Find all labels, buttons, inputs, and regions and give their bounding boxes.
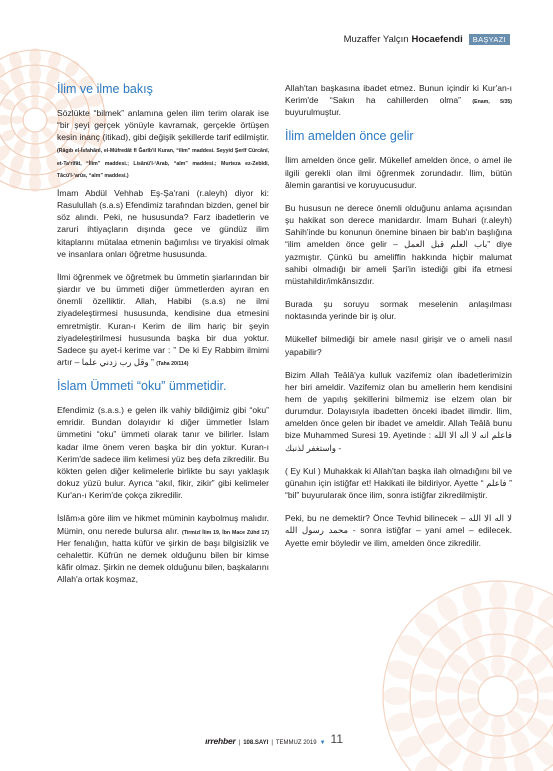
paragraph-soru: Burada şu soruyu sormak meselenin anlaşılması noktasında yerinde bir iş olur.: [285, 299, 512, 322]
petal-shape: [14, 125, 30, 141]
petal-shape: [433, 767, 463, 771]
petal-shape: [8, 152, 27, 175]
paragraph-tevhid: Peki, bu ne demektir? Önce Tevhid bilinecek – لا اله الا الله محمد رسول الله - sonra istiğfar – yani amel – edilecek. Ayette emir böyledir ve ilim, amelden önce zikredilir.: [285, 513, 512, 548]
page-footer: ırrehber | 108.SAYI | TEMMUZ 2019 ▼ 11: [205, 732, 343, 746]
petal-shape: [457, 677, 482, 697]
petal-shape: [14, 99, 30, 115]
reference-note: (Tirmizî İlim 19, İbn Mace Zühd 17): [182, 529, 270, 536]
right-column: [285, 82, 512, 560]
petal-shape: [504, 707, 528, 733]
petal-shape: [504, 659, 528, 685]
petal-shape: [459, 608, 486, 642]
petal-shape: [433, 592, 463, 625]
magazine-name: ırrehber: [205, 736, 236, 746]
paragraph-oku-emri: Efendimiz (s.a.s.) e gelen ilk vahiy bildiğimiz gibi “oku” emridir. Bundan dolayıdır ki diğer ümmetler İslam ümmetini “oku” ümmeti olarak tanır ve bilirler. İslam kadar ilme önem veren başka bir din yoktur. Kuran-ı Kerim'de sadece ilim kelimesi yüz beş defa zikredilir. Bu kökten gelen diğer kelimelerle birlikte bu sayı yaklaşık dokuz yüzü bulur. Ayrıca “akıl, fikir, zikir” gibi kelimeler Kur'an-ı Kerim'de çokça zikredilir.: [57, 405, 269, 501]
paragraph-ey-kul: ( Ey Kul ) Muhakkak ki Allah'tan başka ilah olmadığını bil ve günahın için istiğfar et! Hakikati ile bildiriyor. Ayette “ فاعلم ” “bil” buyurularak önce ilim, sonra istiğfar zikredilmiştir.: [285, 465, 512, 501]
petal-shape: [545, 643, 553, 674]
issue-number: 108.SAYI: [243, 740, 269, 746]
paragraph-text: Allah'tan başkasına ibadet etmez. Bunun içindir ki Kur'an-ı Kerim'de “Sakın ha cahillerden olma”: [285, 83, 512, 106]
paragraph-text: Sözlükte “bilmek” anlamına gelen ilim terim olarak ise “bir şeyi gerçek yönüyle kavramak, gerçekle örtüşen kesin inanç (itikad), gibi değişik şekillerde tarif edilmiştir.: [57, 108, 269, 143]
petal-shape: [29, 48, 41, 66]
petal-shape: [533, 674, 553, 695]
paragraph-text: İlmi öğrenmek ve öğretmek bu ümmetin şiarlarından bir şiardır ve bu ümmeti diğer ümmetlerden ayıran en önemli özelliktir. Allah, Habibi (s.a.s) ne ilmi ziyadeleştirmesi hususunda, kendisine dua etmesini emretmiştir. Kuran-ı Kerim de ilim hariç bir şeyin ziyadeleştirilmesi hususunda başka bir dua yoktur. Sadece şu ayet-i kerime var : ” De ki Ey Rabbim ilmimi artır – وقل رب زدني علما ”: [57, 271, 269, 367]
petal-shape: [489, 606, 507, 636]
petal-shape: [0, 115, 12, 125]
petal-shape: [523, 650, 553, 679]
petal-shape: [510, 608, 537, 642]
petal-shape: [416, 643, 451, 674]
petal-shape: [0, 142, 13, 165]
petal-shape: [514, 677, 539, 697]
petal-shape: [490, 632, 506, 658]
petal-shape: [410, 608, 443, 641]
petal-shape: [410, 751, 443, 771]
paragraph-ilim-amelden: İlim amelden önce gelir. Mükellef amelden önce, o amel ile ilgili gerekli olan ilmi öğrenmek zorundadır. İlim, bütün âlemin garantisi ve koruyucusudur.: [285, 155, 512, 190]
petal-shape: [534, 767, 553, 771]
petal-shape: [8, 65, 27, 88]
heading-ilim-amelden-once: İlim amelden önce gelir: [285, 129, 414, 144]
petal-shape: [385, 658, 417, 683]
petal-shape: [510, 749, 537, 771]
triangle-marker-icon: ▼: [319, 740, 326, 746]
petal-shape: [408, 672, 441, 695]
petal-shape: [0, 93, 3, 112]
petal-shape: [507, 635, 533, 665]
petal-shape: [7, 170, 24, 191]
petal-shape: [489, 756, 507, 771]
petal-shape: [31, 95, 39, 109]
reference-note: (Rāgıb el-İsfahânî, el-Müfredât fî Ğarîb'il Kuran, “ilim” maddesi. Seyyid Şerîf Cürcânî, et-Ta‘rîfât, “İlim” maddesi.; Lisânü'l-‘Arab, “alm” maddesi.; Murteza ez-Zebîdi, Tâcü'l-‘arûs, “alm” maddesi.): [57, 148, 269, 179]
petal-shape: [7, 50, 24, 71]
paragraph-sozluk: [57, 107, 269, 180]
petal-shape: [459, 749, 486, 771]
author-name: Muzaffer Yalçın: [343, 33, 409, 45]
petal-shape: [530, 621, 553, 656]
petal-shape: [62, 58, 82, 80]
petal-shape: [434, 674, 463, 695]
petal-shape: [10, 116, 24, 124]
paragraph-ibadet: [285, 82, 512, 118]
petal-shape: [40, 99, 56, 115]
petal-shape: [408, 698, 441, 721]
petal-shape: [463, 635, 489, 665]
petal-shape: [0, 129, 3, 148]
petal-shape: [443, 650, 473, 679]
paragraph-buhari: Bu hususun ne derece önemli olduğunu anlama açısından şu hakikat son derece manidardır. İmam Buhari (r.aleyh) Sahih'inde bu konunun önemine binaen bir bab'ın başlığına “ilim amelden önce gelir – باب العلم قبل العمل” diye yazmıştır. Çünkü bu ameliffin hakkında hiçbir malumat sahibi olmadığı bir ameli Şari'in istediği gibi ifa etmesi müstahildir/imkânsızdır.: [285, 202, 512, 286]
reference-note: (Enam, 5/35): [472, 99, 512, 106]
petal-shape: [11, 84, 28, 103]
petal-shape: [46, 50, 63, 71]
petal-shape: [0, 58, 8, 80]
petal-shape: [460, 583, 485, 615]
petal-shape: [30, 143, 40, 159]
heading-ilim-ve-ilme-bakis: İlim ve ilme bakış: [57, 82, 153, 96]
petal-shape: [468, 707, 492, 733]
petal-shape: [0, 96, 18, 113]
reference-note: (Taha 20/114): [156, 360, 189, 367]
petal-shape: [514, 695, 539, 715]
petal-shape: [534, 592, 553, 625]
paragraph-text: Her fenalığın, hatta küfür ve şirkin de başı bilgisizlik ve cehalettir. Küfrün ne demek olduğunu bilen bir kimse kâfir olmaz. Şirkin ne demek olduğunu bilen, başkalarını Allah'a ortak koşmaz,: [57, 537, 269, 585]
petal-shape: [383, 687, 411, 705]
petal-shape: [468, 659, 492, 685]
petal-shape: [533, 697, 553, 718]
petal-shape: [433, 621, 466, 656]
paragraph-ilmi-ogrenmek: [57, 271, 269, 368]
author-surname: Hocaefendi: [411, 33, 463, 45]
heading-islam-ummeti: İslam Ümmeti “oku” ümmetidir.: [57, 379, 227, 394]
petal-shape: [394, 631, 427, 661]
petal-shape: [0, 127, 18, 144]
left-column: [57, 82, 269, 596]
petal-shape: [491, 655, 505, 677]
petal-shape: [0, 75, 13, 98]
petal-shape: [29, 63, 41, 83]
petal-shape: [0, 160, 8, 182]
paragraph-text: İslâm›a göre ilim ve hikmet müminin kaybolmuş malıdır. Mümin, onu nerede bulursa alır.: [57, 513, 269, 536]
petal-shape: [457, 695, 482, 715]
petal-shape: [29, 157, 41, 177]
paragraph-sarani: İmam Abdül Vehhab Eş-Şa'rani (r.aleyh) diyor ki: Rasulullah (s.a.s) Efendimiz tarafından bizden, genel bir söz alındı. Peki, ne hususunda? Farz ibadetlerin ve zaruri ihtiyaçların dışında gece ve gündüz ilim kitaplarını mütalaa etmenin bağımlısı ve tiryakisi olmak ve insanlara onları öğretme hususunda.: [57, 187, 269, 259]
petal-shape: [40, 125, 56, 141]
petal-shape: [512, 583, 537, 615]
petal-shape: [385, 710, 417, 735]
section-badge: BAŞYAZI: [469, 34, 510, 45]
petal-shape: [30, 81, 40, 97]
petal-shape: [31, 131, 39, 145]
issue-date: TEMMUZ 2019: [275, 740, 317, 746]
paragraph-mukellef: Mükellef bilmediği bir amele nasıl girişir ve o ameli nasıl yapabilir?: [285, 334, 512, 357]
paragraph-kulluk: Bizim Allah Teâlâ'ya kulluk vazifemiz olan ibadetlerimizin her biri ameldir. Vazifemiz olan bu amellerin hem kendisini hem de yapılış şekillerini bilmemiz ise elzem olan bir durumdur. Dolayısıyla ibadetten önceki ibadet ilimdir. İlim, amelden önce gelen bir ibadet ve ameldir. Allah Teâlâ bunu bize Muhammed Suresi 19. Ayetinde : فاعلم انه لا اله الا الله واستغفر لذنبك -: [285, 369, 513, 453]
paragraph-ilim-hikmet: [57, 512, 269, 585]
page-number: 11: [330, 732, 343, 746]
petal-shape: [489, 581, 507, 609]
paragraph-text: buyurulmuştur.: [285, 107, 342, 118]
petal-shape: [434, 697, 463, 718]
petal-shape: [29, 174, 41, 192]
petal-shape: [11, 137, 28, 156]
page-header: [344, 33, 510, 45]
